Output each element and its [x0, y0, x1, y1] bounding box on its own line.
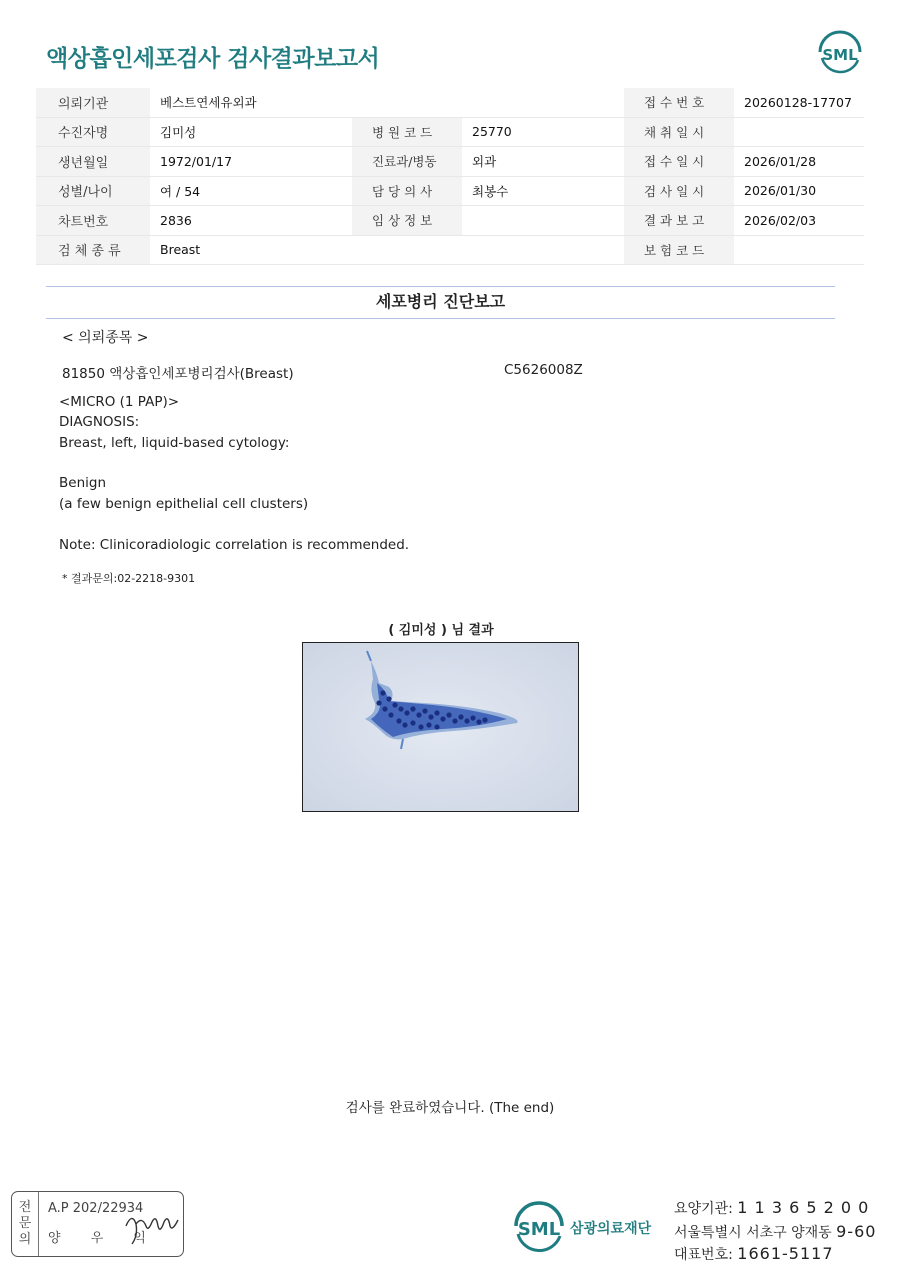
value-patient-name: 김미성 [150, 117, 352, 147]
value-collection-date [734, 117, 864, 147]
label-birth-date: 생년월일 [36, 147, 150, 177]
label-sex-age: 성별/나이 [36, 176, 150, 206]
pathologist-signature-box [11, 1191, 184, 1257]
value-specimen-type: Breast [150, 235, 624, 265]
report-specimen-desc: Breast, left, liquid-based cytology: [59, 435, 290, 451]
sml-footer-logo-text: SML [517, 1219, 561, 1240]
value-hospital-code: 25770 [462, 117, 624, 147]
value-test-date: 2026/01/30 [734, 176, 864, 206]
institution-code-label: 요양기관: [674, 1201, 733, 1217]
label-insurance-code: 보 험 코 드 [624, 235, 734, 265]
request-item: 81850 액상흡인세포병리검사(Breast) [62, 366, 294, 382]
section-bottom-rule [46, 318, 835, 319]
label-result-report: 결 과 보 고 [624, 206, 734, 236]
label-hospital-code: 병 원 코 드 [352, 117, 462, 147]
address-text: 서울특별시 서초구 양재동 [674, 1225, 832, 1241]
sml-logo-text: SML [822, 46, 858, 64]
label-specimen-type: 검 체 종 류 [36, 235, 150, 265]
value-sex-age: 여 / 54 [150, 176, 352, 206]
value-requesting-institution: 베스트연세유외과 [150, 88, 624, 117]
table-row [36, 88, 864, 117]
vertical-char: 전 [18, 1200, 32, 1215]
cytology-image [302, 642, 579, 812]
value-clinical-info [462, 206, 624, 236]
vertical-char: 의 [18, 1232, 32, 1247]
label-doctor: 담 당 의 사 [352, 176, 462, 206]
table-row [36, 147, 864, 177]
image-caption: ( 김미성 ) 님 결과 [388, 623, 494, 638]
value-receipt-number: 20260128-17707 [734, 88, 864, 117]
phone-line [674, 1244, 834, 1264]
request-code: C5626008Z [504, 362, 583, 378]
end-message: 검사를 완료하였습니다. (The end) [345, 1100, 555, 1116]
label-patient-name: 수진자명 [36, 117, 150, 147]
table-row [36, 117, 864, 147]
value-doctor: 최봉수 [462, 176, 624, 206]
report-note: Note: Clinicoradiologic correlation is recommended. [59, 537, 410, 553]
handwritten-signature [122, 1206, 182, 1250]
address-line [674, 1222, 876, 1242]
table-row [36, 206, 864, 236]
address-number: 9-60 [836, 1222, 877, 1241]
value-department: 외과 [462, 147, 624, 177]
table-row [36, 176, 864, 206]
label-test-date: 검 사 일 시 [624, 176, 734, 206]
report-micro: <MICRO (1 PAP)> [59, 394, 180, 410]
report-diagnosis-detail: (a few benign epithelial cell clusters) [59, 496, 309, 512]
institution-code-line [674, 1198, 869, 1218]
label-requesting-institution: 의뢰기관 [36, 88, 150, 117]
request-heading: < 의뢰종목 > [62, 330, 149, 346]
cell-cluster-illustration [303, 643, 578, 811]
patient-info-table [36, 88, 864, 265]
sml-footer-logo [510, 1200, 568, 1256]
report-diagnosis: Benign [59, 475, 106, 491]
label-receipt-date: 접 수 일 시 [624, 147, 734, 177]
sml-logo [814, 30, 866, 76]
result-inquiry: * 결과문의:02-2218-9301 [62, 572, 196, 585]
label-clinical-info: 임 상 정 보 [352, 206, 462, 236]
vertical-char: 문 [18, 1216, 32, 1231]
value-chart-number: 2836 [150, 206, 352, 236]
label-collection-date: 채 취 일 시 [624, 117, 734, 147]
specialist-vertical-label [12, 1192, 39, 1256]
report-diagnosis-label: DIAGNOSIS: [59, 414, 140, 430]
label-receipt-number: 접 수 번 호 [624, 88, 734, 117]
label-chart-number: 차트번호 [36, 206, 150, 236]
report-title: 액상흡인세포검사 검사결과보고서 [46, 46, 380, 72]
value-result-report: 2026/02/03 [734, 206, 864, 236]
value-insurance-code [734, 235, 864, 265]
foundation-name: 삼광의료재단 [570, 1221, 652, 1237]
pathologist-name: 양 우 익 [48, 1231, 159, 1246]
value-birth-date: 1972/01/17 [150, 147, 352, 177]
label-department: 진료과/병동 [352, 147, 462, 177]
phone-number: 1661-5117 [737, 1244, 834, 1263]
phone-label: 대표번호: [674, 1247, 733, 1263]
section-top-rule [46, 286, 835, 287]
pathologist-license: A.P 202/22934 [48, 1201, 144, 1216]
section-title: 세포병리 진단보고 [375, 292, 506, 311]
value-receipt-date: 2026/01/28 [734, 147, 864, 177]
institution-code: 1 1 3 6 5 2 0 0 [737, 1198, 870, 1217]
table-row [36, 235, 864, 265]
